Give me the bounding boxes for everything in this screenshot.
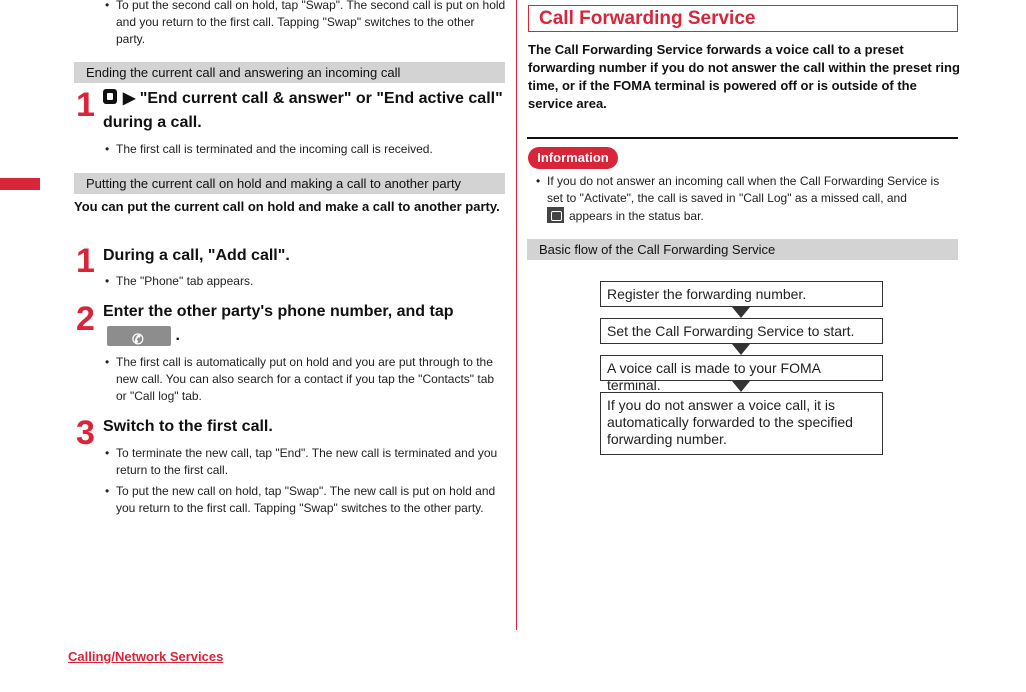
information-badge: Information <box>528 147 618 169</box>
chapter-tab-marker <box>0 178 40 190</box>
flow-header: Basic flow of the Call Forwarding Service <box>527 239 958 260</box>
step-text: Enter the other party's phone number, and tap ✆ . <box>103 303 454 347</box>
step-number: 1 <box>76 86 95 124</box>
section-intro: The Call Forwarding Service forwards a voice call to a preset forwarding number if you do not answer the call within the preset ring time, or if the FOMA terminal is powered off or is outside of the service area. <box>528 42 960 111</box>
flow-step: If you do not answer a voice call, it is automatically forwarded to the specified forwarding number. <box>600 392 883 455</box>
step-bullet: • To put the new call on hold, tap "Swap". The new call is put on hold and you return to the first call. Tapping "Swap" switches to the other party. <box>105 484 496 515</box>
menu-key-icon <box>103 88 119 105</box>
column-divider <box>516 0 517 630</box>
step-number: 3 <box>76 414 95 452</box>
step-bullet: • The first call is automatically put on hold and you are put through to the new call. You can also search for a contact if you tap the "Contacts" tab or "Call log" tab. <box>105 355 495 403</box>
step-bullet: • To terminate the new call, tap "End". The new call is terminated and you return to the first call. <box>105 446 498 477</box>
section-intro: You can put the current call on hold and make a call to another party. <box>74 199 500 214</box>
flow-arrow-icon <box>732 344 750 355</box>
section-header-end-and-answer: Ending the current call and answering an incoming call <box>74 62 505 83</box>
info-bullet: • If you do not answer an incoming call when the Call Forwarding Service is set to "Activate", the call is saved in "Call Log" as a missed call, and appears in the status bar. <box>536 174 940 223</box>
step-text: ▶ "End current call & answer" or "End active call" during a call. <box>103 90 503 131</box>
flow-arrow-icon <box>732 307 750 318</box>
step-number: 2 <box>76 300 95 338</box>
flow-step: Register the forwarding number. <box>600 281 883 307</box>
divider <box>527 137 958 139</box>
step-number: 1 <box>76 242 95 280</box>
top-bullet: • To put the second call on hold, tap "Swap". The second call is put on hold and you return to the first call. Tapping "Swap" switches to the other party. <box>105 0 506 46</box>
step-bullet: • The "Phone" tab appears. <box>105 274 254 288</box>
flow-arrow-icon <box>732 381 750 392</box>
flow-step: A voice call is made to your FOMA terminal. <box>600 355 883 381</box>
step-text: Switch to the first call. <box>103 418 273 435</box>
arrow-icon: ▶ <box>123 90 136 107</box>
flow-step: Set the Call Forwarding Service to start. <box>600 318 883 344</box>
missed-call-icon <box>547 207 564 223</box>
step-text: During a call, "Add call". <box>103 247 290 264</box>
footer-link[interactable]: Calling/Network Services <box>68 649 224 664</box>
section-header-hold-and-call: Putting the current call on hold and making a call to another party <box>74 173 505 194</box>
phone-call-button-icon: ✆ <box>107 326 171 346</box>
page-title: Call Forwarding Service <box>528 5 958 32</box>
step-bullet: • The first call is terminated and the incoming call is received. <box>105 142 433 156</box>
